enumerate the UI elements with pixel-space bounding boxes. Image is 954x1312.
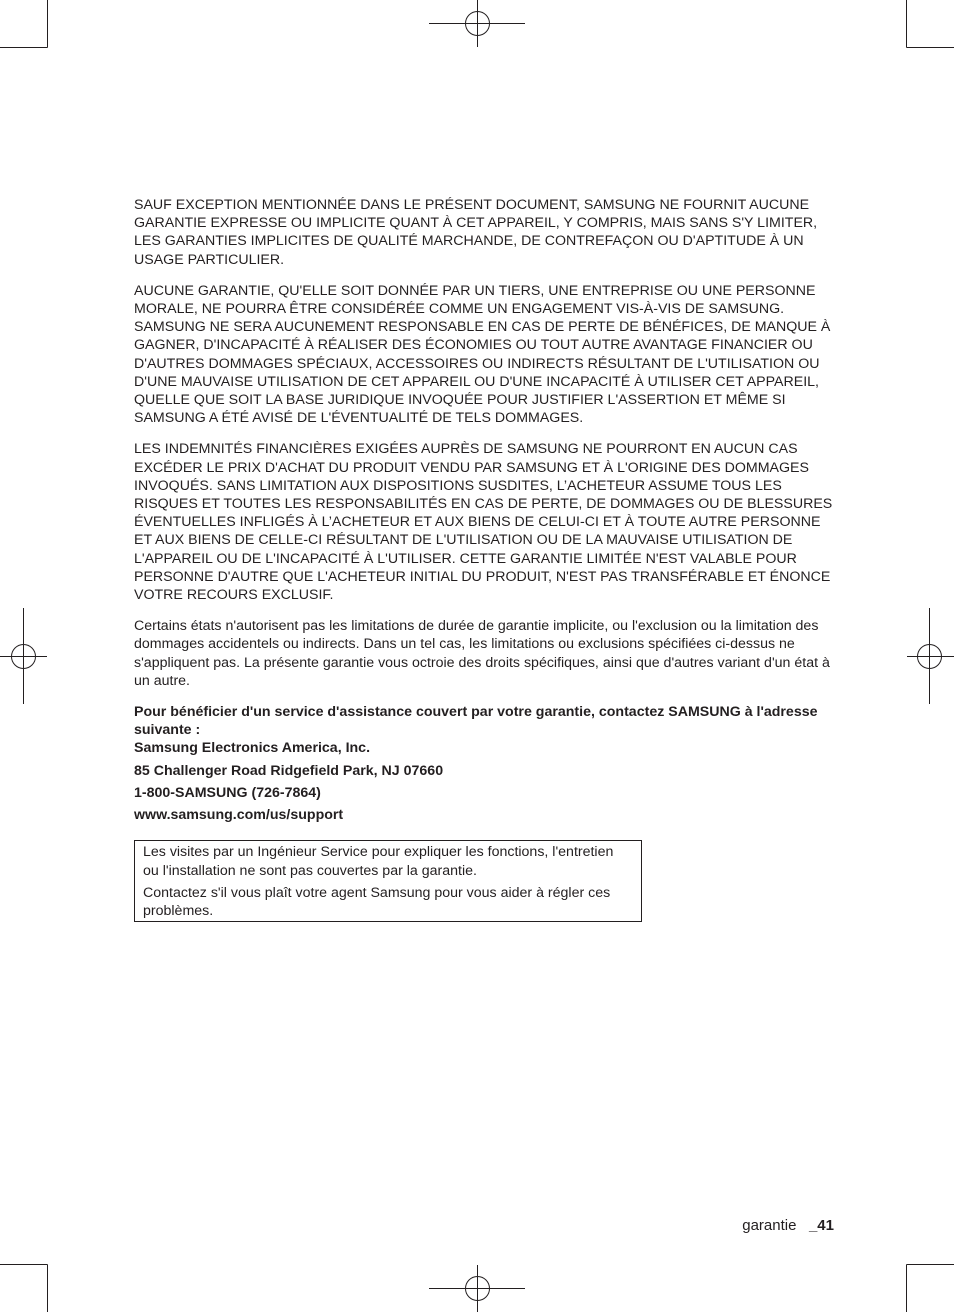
contact-block — [134, 703, 838, 824]
footer-section-name: garantie — [742, 1217, 805, 1234]
disclaimer-paragraph-4: Certains états n'autorisent pas les limitations de durée de garantie implicite, ou l'exclusion ou la limitation des dommages accidentels ou indirects. Dans un tel cas, les limitations ou exclusions spécifiées ci-dessus ne s'appliquent pas. La présente garantie vous octroie des droits spécifiques, ainsi que d'autres variant d'un état à un autre. — [134, 618, 830, 689]
disclaimer-paragraph-1: SAUF EXCEPTION MENTIONNÉE DANS LE PRÉSENT DOCUMENT, SAMSUNG NE FOURNIT AUCUNE GARANTIE EXPRESSE OU IMPLICITE QUANT À CET APPAREIL, Y COMPRIS, MAIS SANS S'Y LIMITER, LES GARANTIES IMPLICITES DE QUALITÉ MARCHANDE, DE CONTREFAÇON OU D'APTITUDE À UN USAGE PARTICULIER. — [134, 197, 818, 268]
contact-company: Samsung Electronics America, Inc. — [134, 740, 371, 757]
disclaimer-paragraph-2: AUCUNE GARANTIE, QU'ELLE SOIT DONNÉE PAR UN TIERS, UNE ENTREPRISE OU UNE PERSONNE MORALE, NE POURRA ÊTRE CONSIDÉRÉE COMME UN ENGAGEMENT VIS-À-VIS DE SAMSUNG. SAMSUNG NE SERA AUCUNEMENT RESPONSABLE EN CAS DE PERTE DE BÉNÉFICES, DE MANQUE À GAGNER, D'INCAPACITÉ À RÉALISER DES ÉCONOMIES OU TOUT AUTRE AVANTAGE FINANCIER OU D'AUTRES DOMMAGES SPÉCIAUX, ACCESSOIRES OU INDIRECTS RÉSULTANT DE L'UTILISATION OU D'UNE MAUVAISE UTILISATION DE CET APPAREIL OU D'UNE INCAPACITÉ À UTILISER CET APPAREIL, QUELLE QUE SOIT LA BASE JURIDIQUE INVOQUÉE POUR JUSTIFIER L'ASSERTION ET MÊME SI SAMSUNG A ÉTÉ AVISÉ DE L'ÉVENTUALITÉ DE TELS DOMMAGES. — [134, 282, 831, 427]
contact-intro: Pour bénéficier d'un service d'assistance couvert par votre garantie, contactez SAMSUNG à l'adresse suivante : — [134, 704, 818, 739]
note-line-2: Contactez s'il vous plaît votre agent Samsung pour vous aider à régler ces problèmes. — [143, 884, 611, 919]
page-number: _41 — [808, 1217, 834, 1234]
note-line-1: Les visites par un Ingénieur Service pour expliquer les fonctions, l'entretien ou l'installation ne sont pas couvertes par la garantie. — [143, 844, 614, 879]
contact-phone: 1-800-SAMSUNG (726-7864) — [134, 784, 321, 801]
contact-address: 85 Challenger Road Ridgefield Park, NJ 07660 — [134, 762, 444, 779]
warranty-body — [134, 196, 838, 922]
disclaimer-paragraph-3: LES INDEMNITÉS FINANCIÈRES EXIGÉES AUPRÈS DE SAMSUNG NE POURRONT EN AUCUN CAS EXCÉDER LE PRIX D'ACHAT DU PRODUIT VENDU PAR SAMSUNG ET À L'ORIGINE DES DOMMAGES INVOQUÉS. SANS LIMITATION AUX DISPOSITIONS SUSDITES, L’ACHETEUR ASSUME TOUS LES RISQUES ET TOUTES LES RESPONSABILITÉS EN CAS DE PERTE, DE DOMMAGES OU DE BLESSURES ÉVENTUELLES INFLIGÉS À L’ACHETEUR ET AUX BIENS DE CELUI-CI ET À TOUTE AUTRE PERSONNE ET AUX BIENS DE CELLE-CI RÉSULTANT DE L'UTILISATION OU DE LA MAUVAISE UTILISATION DE L'APPAREIL OU DE L'INCAPACITÉ À L'UTILISER. CETTE GARANTIE LIMITÉE N'EST VALABLE POUR PERSONNE D'AUTRE QUE L'ACHETEUR INITIAL DU PRODUIT, N'EST PAS TRANSFÉRABLE ET ÉNONCE VOTRE RECOURS EXCLUSIF. — [134, 441, 833, 604]
page-footer — [742, 1217, 834, 1234]
contact-website: www.samsung.com/us/support — [134, 807, 344, 824]
note-box — [134, 840, 642, 922]
